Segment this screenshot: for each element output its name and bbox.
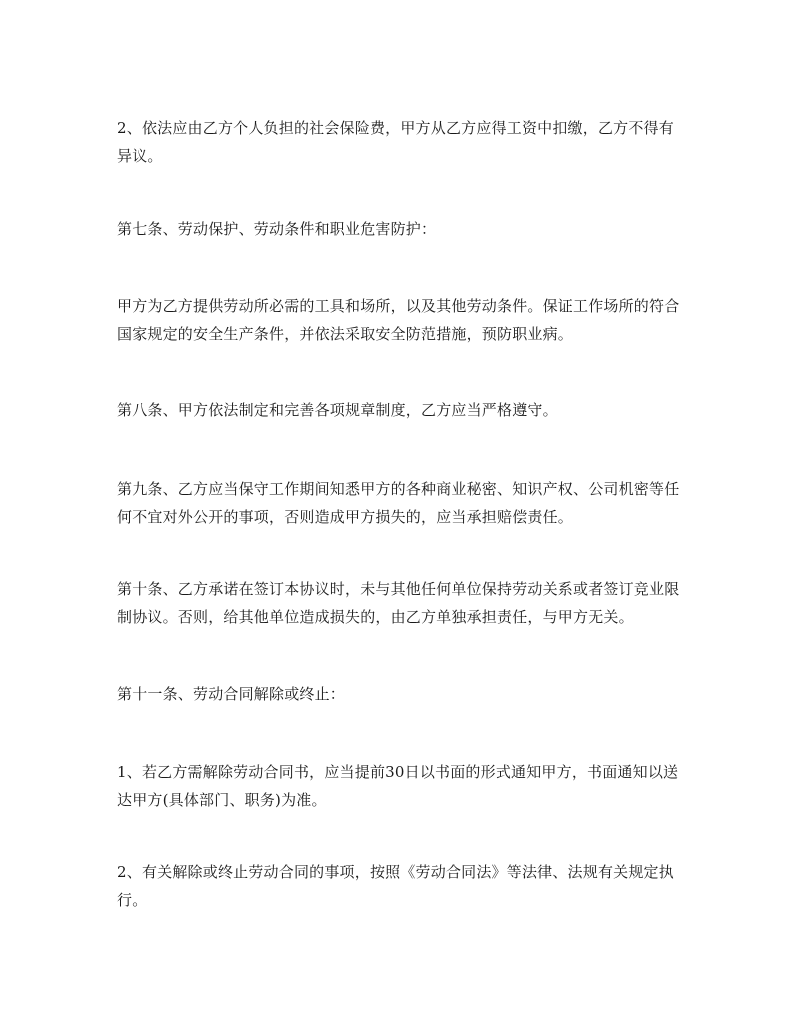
paragraph-social-insurance: 2、依法应由乙方个人负担的社会保险费，甲方从乙方应得工资中扣缴，乙方不得有异议。: [117, 119, 674, 165]
paragraph-termination-notice: 1、若乙方需解除劳动合同书，应当提前30日以书面的形式通知甲方，书面通知以送达甲方(具体部门、职务)为准。: [117, 763, 679, 809]
paragraph-termination-law: 2、有关解除或终止劳动合同的事项，按照《劳动合同法》等法律、法规有关规定执行。: [117, 863, 674, 909]
paragraph-article-8: 第八条、甲方依法制定和完善各项规章制度，乙方应当严格遵守。: [117, 401, 558, 419]
paragraph-article-10: 第十条、乙方承诺在签订本协议时，未与其他任何单位保持劳动关系或者签订竞业限制协议。否则，给其他单位造成损失的，由乙方单独承担责任，与甲方无关。: [117, 580, 680, 626]
heading-article-11: 第十一条、劳动合同解除或终止：: [117, 685, 346, 703]
paragraph-labor-conditions: 甲方为乙方提供劳动所必需的工具和场所，以及其他劳动条件。保证工作场所的符合国家规定的安全生产条件，并依法采取安全防范措施，预防职业病。: [117, 297, 680, 343]
heading-article-7: 第七条、劳动保护、劳动条件和职业危害防护：: [117, 220, 437, 238]
paragraph-article-9: 第九条、乙方应当保守工作期间知悉甲方的各种商业秘密、知识产权、公司机密等任何不宜对外公开的事项，否则造成甲方损失的，应当承担赔偿责任。: [117, 480, 680, 526]
